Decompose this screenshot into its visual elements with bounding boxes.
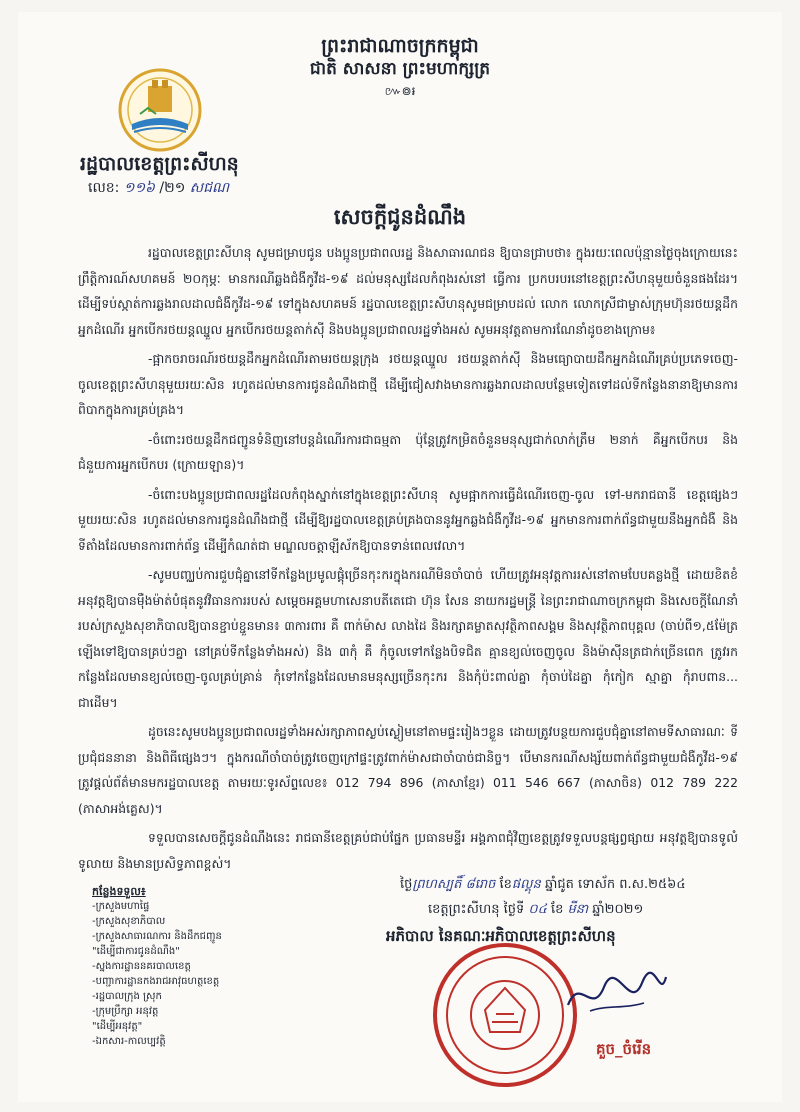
paragraph-residents: -ចំពោះបងប្អូនប្រជាពលរដ្ឋដែលកំពុងស្នាក់នៅក្នុងខេត្តព្រះសីហនុ សូមផ្អាកការធ្វើដំណើរចេញ-ចូល ទៅ-មករាជធានី ខេត្តផ្សេងៗមួយរយៈសិន រហូតដល់មានការជូនដំណឹងជាថ្មី ដើម្បីឱ្យរដ្ឋបាលខេត្តគ្រប់គ្រងបាននូវអ្នកឆ្លងជំងឺកូវីដ-១៩ អ្នកមានការពាក់ព័ន្ធជាមួយនឹងអ្នកជំងឺ និងទីតាំងដែលមានការពាក់ព័ន្ធ ដើម្បីកំណត់ជា មណ្ឌលចត្តាឡីស័កឱ្យបានទាន់ពេលវេលា។: [78, 486, 738, 553]
document-body: [78, 240, 738, 880]
paragraph-closing: ទទួលបានសេចក្តីជូនដំណឹងនេះ រាជធានីខេត្តគ្រប់ជាប់ផ្នែក ប្រធានមន្ទីរ អង្គភាពជុំវិញខេត្តត្រូវទទួលបន្តផ្សព្វផ្សាយ អនុវត្តឱ្យបានទូលំទូលាយ និងមានប្រសិទ្ធភាពខ្ពស់។: [78, 830, 738, 871]
recipient-item: -ក្រុមប្រឹក្សា អនុវត្ត: [92, 1006, 159, 1017]
recipient-item: -រដ្ឋបាលក្រុង ស្រុក: [92, 991, 162, 1002]
paragraph-cargo: -ចំពោះរថយន្តដឹកជញ្ជូនទំនិញនៅបន្តដំណើរការជាធម្មតា ប៉ុន្តែត្រូវកម្រិតចំនួនមនុស្សជាក់លាក់ត្រឹម ២នាក់ គឺអ្នកបើកបរ និងជំនួយការអ្នកបើកបរ (ក្រោយឡាន)។: [78, 431, 738, 472]
paragraph-hotline: ដូចនេះសូមបងប្អូនប្រជាពលរដ្ឋទាំងអស់រក្សាភាពស្ងប់ស្ងៀមនៅតាមផ្ទះរៀងៗខ្លួន ដោយត្រូវបន្ថយការជួបជុំគ្នានៅតាមទីសាធារណៈ ទីប្រជុំជននានា និងពិធីផ្សេងៗ។ ក្នុងករណីចាំបាច់ត្រូវចេញក្រៅផ្ទះត្រូវពាក់ម៉ាសជាចាំបាច់ជានិច្ច។ បើមានករណីសង្ស័យពាក់ព័ន្ធជាមួយជំងឺកូវីដ-១៩ ត្រូវផ្តល់ព័ត៌មានមករដ្ឋបាលខេត្ត តាមរយៈទូរស័ព្ទលេខ៖ 012 794 896 (ភាសាខ្មែរ) 011 546 667 (ភាសាចិន) 012 789 222 (ភាសាអង់គ្លេស)។: [78, 724, 738, 816]
national-motto: ជាតិ សាសនា ព្រះមហាក្សត្រ: [309, 59, 491, 79]
solar-month-handwritten: មីនា: [567, 902, 589, 917]
recipient-item: -ស្នងការដ្ឋាននគរបាលខេត្ត: [92, 961, 191, 972]
recipient-item: -ក្រសួងមហាផ្ទៃ: [92, 901, 150, 912]
ref-number: ១១៦: [123, 180, 155, 196]
paragraph-suspend-transport: -ផ្អាកចរាចរណ៍រថយន្តដឹកអ្នកដំណើរតាមរថយន្តក្រុង រថយន្តឈ្នួល រថយន្តតាក់ស៊ី និងមធ្យោបាយដឹកអ្នកដំណើរគ្រប់ប្រភេទចេញ-ចូលខេត្តព្រះសីហនុមួយរយៈសិន រហូតដល់មានការជូនដំណឹងជាថ្មី ដើម្បីជៀសវាងមានការឆ្លងរាលដាលបន្ថែមទៀតទៅដល់ទីកន្លែងនានាឱ្យមានការពិបាកក្នុងការគ្រប់គ្រង។: [78, 351, 738, 417]
recipient-item: -ក្រសួងសាធារណការ និងដឹកជញ្ជូន: [92, 931, 222, 942]
solar-date: ខេត្តព្រះសីហនុ ថ្ងៃទី ០៤ ខែ មីនា ឆ្នាំ២០២១: [428, 902, 644, 917]
paragraph-intro: រដ្ឋបាលខេត្តព្រះសីហនុ សូមជម្រាបជូន បងប្អូនប្រជាពលរដ្ឋ និងសាធារណជន ឱ្យបានជ្រាបថា៖ ក្នុងរយៈពេលប៉ុន្មានថ្ងៃចុងក្រោយនេះ ព្រឹត្តិការណ៍សហគមន៍ ២០កុម្ភៈ មានករណីឆ្លងជំងឺកូវីដ-១៩ ដល់មនុស្សដែលកំពុងរស់នៅ ធ្វើការ ប្រកបរបរនៅខេត្តព្រះសីហនុមួយចំនួនផងដែរ។ ដើម្បីទប់ស្កាត់ការឆ្លងរាលដាលជំងឺកូវីដ-១៩ ទៅក្នុងសហគមន៍ រដ្ឋបាលខេត្តព្រះសីហនុសូមជម្រាបដល់ លោក លោកស្រីជាម្ចាស់ក្រុមហ៊ុនរថយន្តដឹកអ្នកដំណើរ អ្នកបើករថយន្តឈ្នួល អ្នកបើករថយន្តតាក់ស៊ី និងបងប្អូនប្រជាពលរដ្ឋទាំងអស់ សូមអនុវត្តតាមការណែនាំដូចខាងក្រោម៖: [78, 245, 738, 337]
signer-name: គួច_ចំរើន: [596, 1040, 652, 1058]
signature-icon: [560, 965, 670, 1025]
recipient-item: -បញ្ជាការដ្ឋានកងរាជអាវុធហត្ថខេត្ត: [92, 976, 220, 987]
ornament-divider: ៚៙៛: [384, 84, 416, 98]
ref-label: លេខ:: [88, 180, 120, 196]
lunar-date: ថ្ងៃព្រហស្បតិ៍ ៨រោច ខែផល្គុន ឆ្នាំជូត ទោស័ក ព.ស.២៥៦៤: [400, 877, 686, 892]
recipient-item: "ដើម្បីអនុវត្ត": [92, 1021, 143, 1032]
lunar-month-handwritten: ផល្គុន: [511, 877, 541, 892]
reference-number: [88, 178, 229, 199]
issuing-authority: រដ្ឋបាលខេត្តព្រះសីហនុ: [80, 153, 239, 175]
recipient-item: "ដើម្បីជាការជូនដំណឹង": [92, 946, 180, 957]
official-seal-icon: [430, 940, 580, 1090]
ref-suffix: /២១: [159, 180, 186, 196]
recipients-list: [92, 884, 292, 1049]
ref-extra: សជណ: [189, 180, 230, 196]
recipients-heading: កន្លែងទទួល៖: [92, 885, 146, 898]
governor-title: អភិបាល នៃគណៈអភិបាលខេត្តព្រះសីហនុ: [386, 927, 616, 945]
lunar-day-handwritten: ព្រហស្បតិ៍ ៨រោច: [412, 877, 496, 892]
recipient-item: -ក្រសួងសុខាភិបាល: [92, 916, 166, 927]
province-emblem-icon: [118, 68, 202, 152]
paragraph-measures: -សូមបញ្ឈប់ការជួបជុំគ្នានៅទីកន្លែងប្រមូលផ្តុំច្រើនកុះករក្នុងករណីមិនចាំបាច់ ហើយត្រូវអនុវត្តការរស់នៅតាមបែបគន្លងថ្មី ដោយខិតខំអនុវត្តឱ្យបានម៉ឺងម៉ាត់បំផុតនូវវិធានការរបស់ សម្តេចអគ្គមហាសេនាបតីតេជោ ហ៊ុន សែន នាយករដ្ឋមន្ត្រី នៃព្រះរាជាណាចក្រកម្ពុជា និងសេចក្តីណែនាំរបស់ក្រសួងសុខាភិបាលឱ្យបានខ្ជាប់ខ្ជួនមាន៖ ៣ការពារ គឺ ពាក់ម៉ាស លាងដៃ និងរក្សាគម្លាតសុវត្ថិភាពសង្គម និងសុវត្ថិភាពបុគ្គល (ចាប់ពី១,៥ម៉ែត្រឡើងទៅឱ្យបានគ្រប់ៗគ្នា នៅគ្រប់ទីកន្លែងទាំងអស់) និង ៣កុំ គឺ កុំចូលទៅកន្លែងបិទជិត គ្មានខ្យល់ចេញចូល និងម៉ាស៊ីនត្រជាក់ច្រើនពេក ត្រូវរកកន្លែងដែលមានខ្យល់ចេញ-ចូលគ្រប់គ្រាន់ កុំទៅកន្លែងដែលមានមនុស្សច្រើនកុះករ និងកុំប៉ះពាល់គ្នា កុំចាប់ដៃគ្នា កុំកៀក ស្មាគ្នា កុំរាបពាន... ជាដើម។: [78, 567, 738, 710]
solar-day-handwritten: ០៤: [528, 902, 547, 917]
recipient-item: -ឯកសារ-កាលប្បវត្តិ: [92, 1036, 166, 1047]
document-title: សេចក្តីជូនដំណឹង: [333, 205, 467, 229]
kingdom-header: [250, 34, 550, 100]
kingdom-name: ព្រះរាជាណាចក្រកម្ពុជា: [321, 35, 479, 57]
